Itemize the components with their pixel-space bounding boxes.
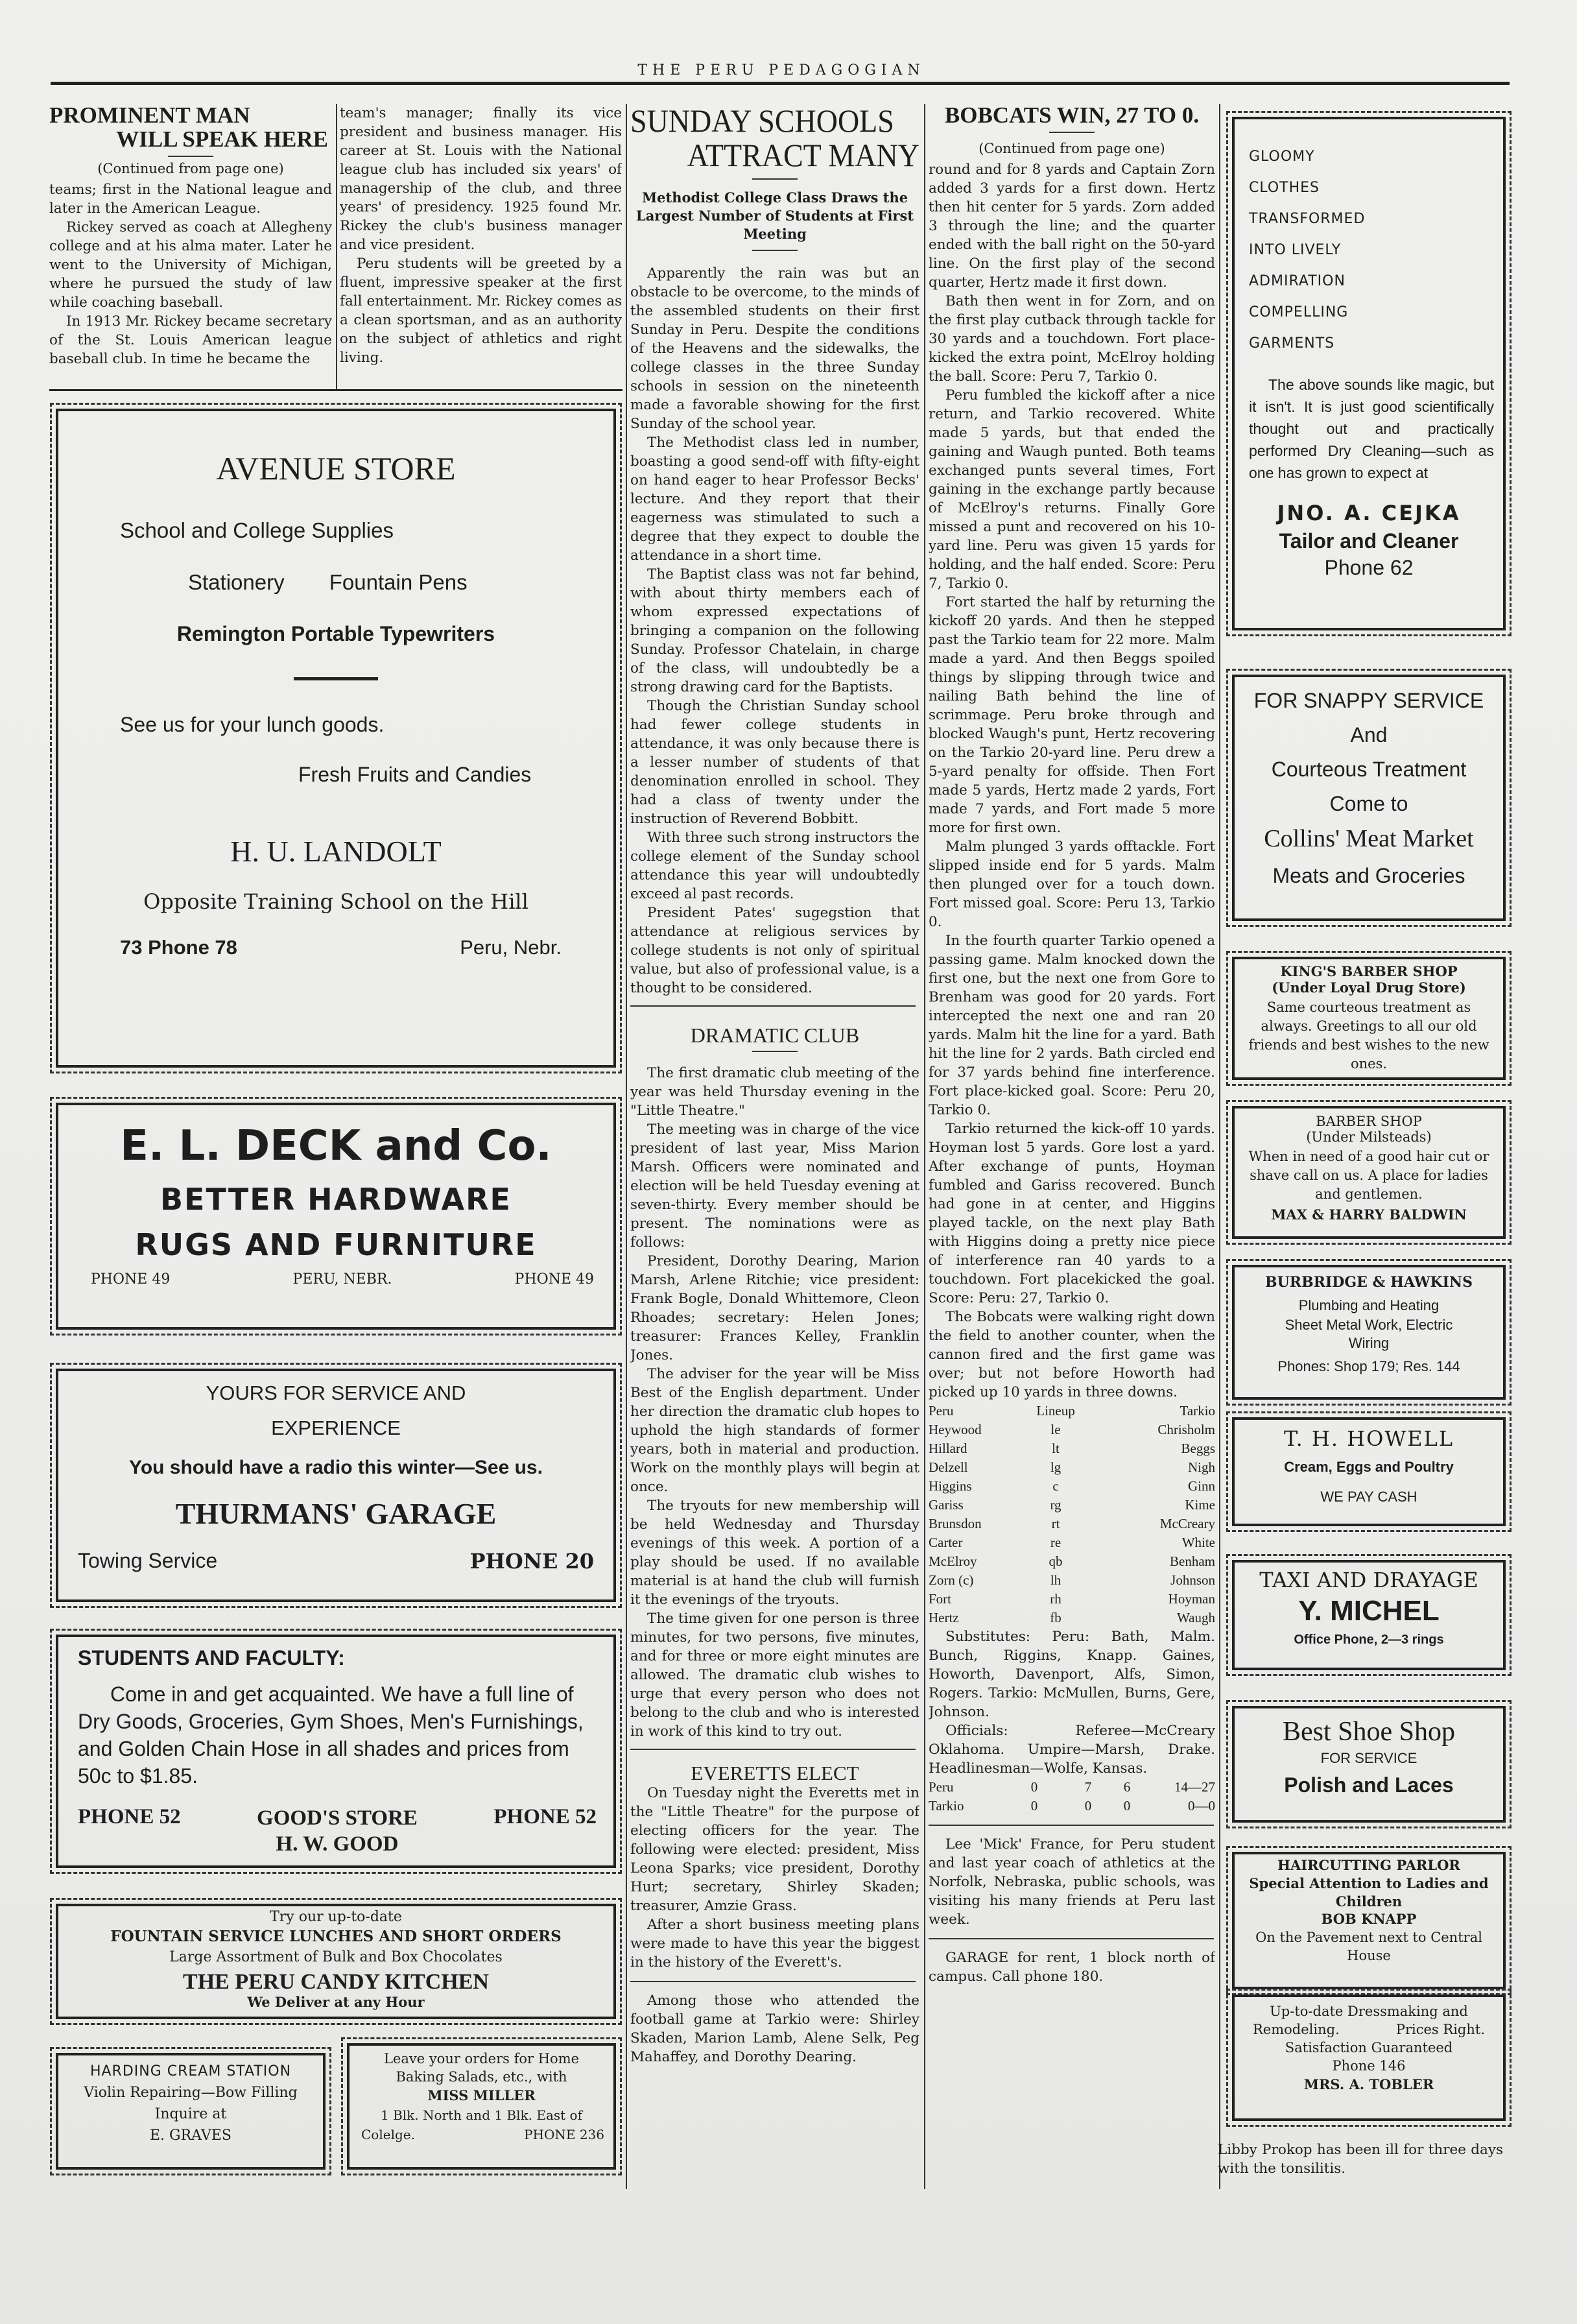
continued-note: (Continued from page one) xyxy=(97,160,284,176)
ad-line: EXPERIENCE xyxy=(271,1417,401,1439)
ad-title: Best Shoe Shop xyxy=(1282,1717,1456,1747)
ad-phone: PHONE 20 xyxy=(469,1549,594,1574)
ad-footer xyxy=(78,1549,594,1574)
lineup-cell: Peru xyxy=(929,1402,954,1419)
ad-line: Wiring xyxy=(1348,1335,1390,1351)
lineup-cell: lg xyxy=(1050,1459,1061,1475)
lineup-cell: McElroy xyxy=(929,1553,977,1569)
lineup-header xyxy=(929,1402,1215,1420)
ad-line: Office Phone, 2—3 rings xyxy=(1294,1633,1444,1647)
ad-heading: STUDENTS AND FACULTY: xyxy=(78,1646,345,1670)
lineup-row xyxy=(929,1496,1215,1515)
headline: EVERETTS ELECT xyxy=(691,1761,859,1784)
ad-title: BARBER SHOP xyxy=(1316,1114,1422,1129)
score-cell: 0 xyxy=(1084,1797,1092,1814)
ad-word: GLOOMY xyxy=(1249,149,1315,165)
ad-body: When in need of a good hair cut or shave call on us. A place for ladies and gentlemen. xyxy=(1248,1149,1489,1202)
ad-name: BOB KNAPP xyxy=(1321,1911,1417,1927)
score-cell: 14—27 xyxy=(1174,1779,1215,1795)
divider xyxy=(929,1938,1214,1939)
ad-line: 1 Blk. North and 1 Blk. East of xyxy=(381,2107,582,2123)
paragraph: The adviser for the year will be Miss Best of the English department. Under her direction the dramatic club hopes to uphold the high standards of former years, both in material and production. Work on the monthly plays will begin at once. xyxy=(630,1365,919,1495)
ad-line: Inquire at xyxy=(154,2106,227,2122)
column-rule xyxy=(1219,104,1220,2189)
lineup-cell: Tarkio xyxy=(1180,1402,1215,1419)
paragraph: Peru fumbled the kickoff after a nice return, and Tarkio recovered. White made 5 yards, but that ended the gaining and Waugh punted. Both teams exchanged punts several times, Fort gaining in the exchange partly because of McElroy's returns. Finally Gore missed a punt and recovered on his 10-yard line. Peru was given 15 yards for holding, and the half ended. Score: Peru 7, Tarkio 0. xyxy=(929,387,1215,592)
ad-michel-taxi xyxy=(1232,1560,1506,1670)
lineup-cell: Brunsdon xyxy=(929,1515,982,1531)
score-cell: Tarkio xyxy=(929,1797,964,1814)
score-table xyxy=(929,1778,1215,1815)
ad-line: FOR SERVICE xyxy=(1320,1750,1417,1767)
ad-body: Same courteous treatment as always. Greetings to all our old friends and best wishes to the new ones. xyxy=(1248,1000,1489,1072)
paragraph: In 1913 Mr. Rickey became secretary of the St. Louis American league baseball club. In time he became the xyxy=(49,313,332,367)
ad-line: See us for your lunch goods. xyxy=(120,712,385,736)
paragraph: Though the Christian Sunday school had fewer college students in attendance, it was only because there is a lesser number of students of that denomination enrolled in school. They had a class of twenty under the instruction of Reverend Bobbitt. xyxy=(630,698,919,827)
lineup-row xyxy=(929,1590,1215,1609)
score-cell: 7 xyxy=(1084,1779,1092,1795)
headline: DRAMATIC CLUB xyxy=(690,1024,860,1047)
paragraph: round and for 8 yards and Captain Zorn added 3 yards for a first down. Hertz then hit center for 5 yards. Zorn added 3 through the line; and the quarter ended with the ball right on the 50-yard line. On the first play of the second quarter, Hertz made it first down. xyxy=(929,161,1215,291)
masthead: THE PERU PEDAGOGIAN xyxy=(637,62,925,78)
ad-title: Collins' Meat Market xyxy=(1264,825,1474,852)
ad-line: Up-to-date Dressmaking and xyxy=(1270,2004,1468,2019)
lineup-row xyxy=(929,1420,1215,1439)
score-cell: 0—0 xyxy=(1188,1797,1215,1814)
lineup-row xyxy=(929,1477,1215,1496)
ad-phone: PHONE 52 xyxy=(78,1805,181,1828)
score-cell: Peru xyxy=(929,1779,954,1795)
ad-town: Peru, Nebr. xyxy=(460,935,562,959)
ad-line: Come to xyxy=(1329,792,1408,815)
ad-footer xyxy=(120,936,562,959)
paragraph: team's manager; finally its vice president and business manager. His career at St. Louis with the National league club has included six years' of managership of the club, and three years' of presidency. 1925 found Mr. Rickey the club's business manager and vice president. xyxy=(340,105,622,253)
lineup-cell: rt xyxy=(1051,1515,1060,1531)
lineup-cell: Nigh xyxy=(1188,1459,1215,1475)
ad-store-block xyxy=(257,1805,418,1857)
lineup-cell: re xyxy=(1050,1534,1061,1550)
ad-line: (Under Milsteads) xyxy=(1306,1129,1432,1145)
ad-phone: PHONE 52 xyxy=(493,1805,597,1828)
ad-body: Come in and get acquainted. We have a full line of Dry Goods, Groceries, Gym Shoes, Men's Furnishings, and Golden Chain Hose in all shades and prices from 50c to $1.85. xyxy=(78,1683,584,1788)
divider xyxy=(294,677,378,680)
paragraph: The meeting was in charge of the vice president of last year, Miss Marion Marsh. Officers were nominated and election will be held Tuesday evening at seven-thirty. Every member should be present. The nominations were as follows: xyxy=(630,1121,919,1251)
ad-title: MISS MILLER xyxy=(427,2087,536,2103)
ad-town: PERU, NEBR. xyxy=(292,1271,392,1288)
ad-best-shoe-shop xyxy=(1232,1706,1506,1823)
ad-location: Opposite Training School on the Hill xyxy=(143,889,528,914)
lineup-cell: Chrisholm xyxy=(1157,1421,1215,1437)
ad-line: Prices Right. xyxy=(1395,2022,1485,2037)
paragraph: Officials: Referee—McCreary Oklahoma. Umpire—Marsh, Drake. Headlinesman—Wolfe, Kansas. xyxy=(929,1722,1215,1777)
paragraph: GARAGE for rent, 1 block north of campus. Call phone 180. xyxy=(929,1949,1215,1985)
lineup-cell: rg xyxy=(1050,1496,1061,1513)
ad-word: TRANSFORMED xyxy=(1249,211,1366,227)
ad-title: JNO. A. CEJKA xyxy=(1277,501,1461,525)
paragraph: Malm plunged 3 yards offtackle. Fort slipped inside end for 5 yards. Malm then plunged over for a touch down. Fort missed goal. Score: Peru 13, Tarkio 0. xyxy=(929,838,1215,930)
lineup-cell: Higgins xyxy=(929,1478,972,1494)
ad-line: Meats and Groceries xyxy=(1272,863,1465,887)
ad-title: HARDING CREAM STATION xyxy=(89,2063,292,2079)
divider xyxy=(630,1005,916,1007)
ad-candy-kitchen xyxy=(56,1904,616,2019)
lineup-cell: McCreary xyxy=(1159,1515,1215,1531)
ad-haircutting-parlor xyxy=(1232,1852,1506,1989)
lineup-rows xyxy=(929,1420,1215,1627)
lineup-cell: c xyxy=(1052,1478,1059,1494)
lineup-cell: Carter xyxy=(929,1534,963,1550)
paragraph: The Baptist class was not far behind, with about thirty members each of whom expressed expectations of bringing a companion on the following Sunday. Professor Chatelain, in charge of the class, will undoubtedly be a strong drawing card for the Baptists. xyxy=(630,566,919,695)
ad-line xyxy=(188,570,613,595)
ad-line: Cream, Eggs and Poultry xyxy=(1284,1459,1454,1475)
lineup-cell: Benham xyxy=(1170,1553,1215,1569)
column-rule xyxy=(336,104,337,389)
headline: SUNDAY SCHOOLS xyxy=(630,104,894,139)
ad-line: Special Attention to Ladies and Children xyxy=(1249,1875,1489,1910)
ad-line: Polish and Laces xyxy=(1284,1773,1454,1797)
ad-tobler-dressmaking xyxy=(1232,1995,1506,2121)
headline: BOBCATS WIN, 27 TO 0. xyxy=(944,104,1200,128)
ad-goods-store xyxy=(56,1635,616,1868)
ad-title: KING'S BARBER SHOP xyxy=(1280,963,1458,979)
divider xyxy=(752,250,798,251)
ad-names: MAX & HARRY BALDWIN xyxy=(1271,1206,1467,1223)
ad-howell xyxy=(1232,1417,1506,1526)
ad-line: Courteous Treatment xyxy=(1271,758,1467,781)
column-rule xyxy=(626,104,627,2189)
paragraph: President, Dorothy Dearing, Marion Marsh, Arlene Ritchie; vice president: Frank Bogle, Donald Whittemore, Cleon Rhoades; secretary: Helen Jones; treasurer: Frances Kelley, Franklin Jones. xyxy=(630,1252,919,1363)
ad-line: Remington Portable Typewriters xyxy=(176,621,495,645)
lineup-cell: Johnson xyxy=(1170,1572,1215,1588)
paragraph: Fort started the half by returning the kickoff 20 yards. And then he stepped past the Tarkio team for 22 more. Malm made a yard. And then Beggs spoiled things by slipping through twice and nailing Bath behind the line of scrimmage. Peru broke through and blocked Waugh's punt, Hertz recovering on the Tarkio 20-yard line. Peru drew a 5-yard penalty for offside. Then Fort made 5 yards, Hertz made 2 yards, Fort made 7 yards, and Fort made 5 more more for first own. xyxy=(929,593,1215,836)
ad-kings-barber xyxy=(1232,957,1506,1080)
paragraph: Bath then went in for Zorn, and on the first play cutback through tackle for 30 yards and a touchdown. Fort place-kicked the extra point, McElroy holding the ball. Score: Peru 7, Tarkio 0. xyxy=(929,293,1215,385)
ad-line: And xyxy=(1350,723,1388,747)
ad-line: Fresh Fruits and Candies xyxy=(298,762,532,786)
paragraph: With three such strong instructors the college element of the Sunday school attendance this year will undoubtedly exceed al past records. xyxy=(630,830,919,902)
score-cell: 6 xyxy=(1123,1779,1131,1795)
ad-line: Plumbing and Heating xyxy=(1298,1297,1440,1313)
ad-line: WE PAY CASH xyxy=(1320,1489,1417,1505)
lineup-cell: le xyxy=(1050,1421,1061,1437)
ad-line: FOUNTAIN SERVICE LUNCHES AND SHORT ORDERS xyxy=(110,1928,562,1945)
ad-line: Baking Salads, etc., with xyxy=(396,2069,567,2085)
ad-store-name: GOOD'S STORE xyxy=(257,1806,418,1830)
ad-line: We Deliver at any Hour xyxy=(247,1993,425,2010)
ad-word-list xyxy=(1249,141,1503,359)
ad-name: MRS. A. TOBLER xyxy=(1303,2076,1434,2092)
ad-line: (Under Loyal Drug Store) xyxy=(1272,979,1466,996)
ad-word: INTO LIVELY xyxy=(1249,242,1342,258)
lineup-cell: Hoyman xyxy=(1168,1590,1215,1607)
ad-footer xyxy=(91,1271,594,1288)
lineup-cell: Heywood xyxy=(929,1421,982,1437)
lineup-row xyxy=(929,1533,1215,1552)
ad-body: The above sounds like magic, but it isn't. It is just good scientifically thought out and practically performed Dry Cleaning—such as one has grown to expect at xyxy=(1249,376,1494,481)
ad-line: You should have a radio this winter—See us. xyxy=(129,1457,543,1478)
ad-line: E. GRAVES xyxy=(150,2127,231,2144)
paragraph: In the fourth quarter Tarkio opened a passing game. Malm knocked down the first one, but the next one from Gore to Brenham was good for 20 yards. Fort intercepted the next one and ran 20 yards. Malm hit the line for a yard. Bath hit the line for 2 yards. Bath circled end for 37 yards behind fine interference. Fort place-kicked goal. Score: Peru 20, Tarkio 0. xyxy=(929,932,1215,1118)
ad-line: Violin Repairing—Bow Filling xyxy=(84,2085,298,2101)
lineup-row xyxy=(929,1458,1215,1477)
ad-line: Sheet Metal Work, Electric xyxy=(1285,1317,1453,1333)
ad-line: On the Pavement next to Central House xyxy=(1255,1930,1482,1963)
column-rule xyxy=(924,104,925,2189)
divider xyxy=(752,1051,798,1052)
lineup-cell: Beggs xyxy=(1181,1440,1215,1456)
article-prominent-man xyxy=(49,104,332,383)
paragraph: Rickey served as coach at Allegheny college and at his alma mater. Later he went to the University of Michigan, where he pursued the study of law while coaching baseball. xyxy=(49,219,332,311)
score-row xyxy=(929,1797,1215,1815)
ad-line: Colelge. xyxy=(361,2127,415,2142)
column-4 xyxy=(929,104,1215,2179)
ad-line: YOURS FOR SERVICE AND xyxy=(206,1382,466,1404)
lineup-cell: fb xyxy=(1050,1609,1061,1625)
lineup-cell: Hertz xyxy=(929,1609,959,1625)
lineup-cell: White xyxy=(1181,1534,1215,1550)
ad-title: THE PERU CANDY KITCHEN xyxy=(183,1970,489,1994)
ad-footer xyxy=(361,2127,604,2142)
score-cell: 0 xyxy=(1030,1797,1038,1814)
paragraph: The tryouts for new membership will be held Wednesday and Thursday evenings of this week. A portion of a play should be used. If no available material is at hand the club will furnish it the evenings of the tryouts. xyxy=(630,1497,919,1608)
ad-phone: PHONE 49 xyxy=(514,1271,594,1288)
divider xyxy=(49,389,622,391)
ad-word: ADMIRATION xyxy=(1249,273,1346,289)
paragraph: The first dramatic club meeting of the year was held Thursday evening in the "Little Theatre." xyxy=(630,1064,919,1119)
paragraph: On Tuesday night the Everetts met in the "Little Theatre" for the purpose of electing officers for the year. The following were elected: president, Miss Leona Sparks; vice president, Dorothy Hurt; secretary, Shirley Skaden; treasurer, Amzie Grass. xyxy=(630,1785,919,1915)
paragraph: teams; first in the National league and later in the American League. xyxy=(49,181,332,217)
lineup-cell: Lineup xyxy=(1036,1402,1075,1419)
ad-cejka-cleaner xyxy=(1232,117,1506,630)
subheadline: Methodist College Class Draws the Largest Number of Students at First Meeting xyxy=(635,189,914,242)
ad-owner: H. W. GOOD xyxy=(276,1832,399,1856)
lineup-cell: Kime xyxy=(1185,1496,1215,1513)
ad-owner: H. U. LANDOLT xyxy=(230,834,442,868)
paragraph: President Pates' sugegstion that attendance at religious services by college students is not only of spiritual value, but also of professional value, is a thought to be considered. xyxy=(630,905,919,996)
ad-phone: Phone 146 xyxy=(1332,2058,1406,2074)
masthead-rule xyxy=(51,82,1510,85)
lineup-cell: lt xyxy=(1052,1440,1060,1456)
headline: WILL SPEAK HERE xyxy=(116,126,328,152)
ad-line: Stationery xyxy=(188,569,285,594)
lineup-row xyxy=(929,1571,1215,1590)
lineup-cell: qb xyxy=(1049,1553,1063,1569)
score-row xyxy=(929,1778,1215,1797)
paragraph: Among those who attended the football game at Tarkio were: Shirley Skaden, Marion Lamb, Alene Selk, Peg Mahaffey, and Dorothy Dearing. xyxy=(630,1993,919,2066)
ad-line: Remodeling. xyxy=(1253,2022,1340,2037)
divider xyxy=(630,1749,916,1750)
ad-burbridge-hawkins xyxy=(1232,1265,1506,1400)
lineup-table xyxy=(929,1402,1215,1627)
prokop-note xyxy=(1218,2140,1503,2186)
paragraph: Libby Prokop has been ill for three days with the tonsilitis. xyxy=(1218,2142,1503,2177)
paragraph: Tarkio returned the kick-off 10 yards. Hoyman lost 5 yards. Gore lost a yard. After exchange of punts, Hoyman fumbled and Gariss recovered. Bunch had gone in at center, and Higgins played tackle, on the next play Bath with Higgins doing a pretty nice piece of interference ran 40 yards to a touchdown. Fort placekicked the goal. Score: Peru: 27, Tarkio 0. xyxy=(929,1120,1215,1306)
ad-title: AVENUE STORE xyxy=(216,450,456,486)
divider xyxy=(168,156,213,157)
ad-collins-meat xyxy=(1232,675,1506,921)
lineup-cell: Waugh xyxy=(1177,1609,1215,1625)
ad-phone: PHONE 236 xyxy=(524,2127,604,2142)
ad-title: BURBRIDGE & HAWKINS xyxy=(1265,1274,1473,1291)
headline: PROMINENT MAN xyxy=(49,104,250,128)
ad-phone: 73 Phone 78 xyxy=(120,935,237,959)
score-cell: 0 xyxy=(1123,1797,1131,1814)
divider xyxy=(1049,132,1095,133)
ad-title: T. H. HOWELL xyxy=(1283,1426,1454,1451)
ad-title: THURMANS' GARAGE xyxy=(175,1497,497,1530)
headline: ATTRACT MANY xyxy=(687,136,919,173)
paragraph: The Methodist class led in number, boasting a good send-off with fifty-eight on hand eager to hear Professor Becks' lecture. And they report that their eagerness was stimulated to such a degree that they expect to double the attendance in a short time. xyxy=(630,435,919,564)
ad-deck-hardware xyxy=(56,1103,616,1330)
ad-avenue-store xyxy=(56,409,616,1068)
lineup-cell: Ginn xyxy=(1188,1478,1215,1494)
ad-thurmans-garage xyxy=(56,1369,616,1602)
divider xyxy=(752,178,798,180)
ad-title: Y. MICHEL xyxy=(1298,1595,1440,1627)
continued-note: (Continued from page one) xyxy=(978,140,1165,156)
ad-phone: Phone 62 xyxy=(1324,556,1414,579)
paragraph: Lee 'Mick' France, for Peru student and last year coach of athletics at the Norfolk, Nebraska, public schools, was visiting his many friends at Peru last week. xyxy=(929,1836,1215,1928)
score-cell: 0 xyxy=(1030,1779,1038,1795)
paragraph: Peru students will be greeted by a fluent, impressive speaker at the first fall entertainment. Mr. Rickey comes as a clean sportsman, and as an authority on the subject of athletics and right living. xyxy=(340,256,622,366)
paragraph: The time given for one person is three minutes, for two persons, five minutes, and for three or more eight minutes are allowed. The dramatic club wishes to urge that every person who does not belong to the club and who is interested in work of this kind to try out. xyxy=(630,1610,919,1740)
paragraph: Apparently the rain was but an obstacle to be overcome, to the minds of the assembled students on their first Sunday in Peru. Despite the conditions of the Heavens and the sidewalks, the college classes in the three Sunday schools in session on the nineteenth made a favorable showing for the first Sunday of the school year. xyxy=(630,265,919,432)
ad-title: HAIRCUTTING PARLOR xyxy=(1277,1857,1460,1873)
ad-line: Leave your orders for Home xyxy=(383,2051,580,2066)
ad-line: FOR SNAPPY SERVICE xyxy=(1253,689,1484,712)
ad-line: Towing Service xyxy=(78,1549,218,1573)
lineup-cell: rh xyxy=(1050,1590,1061,1607)
column-3 xyxy=(630,104,919,2179)
paragraph: The Bobcats were walking right down the field to another counter, when the cannon fired and the first game was over; but not before Howorth had picked up 10 yards in three downs. xyxy=(929,1308,1215,1400)
ad-line: Fountain Pens xyxy=(329,569,468,594)
ad-line: BETTER HARDWARE xyxy=(160,1182,512,1217)
ad-word: CLOTHES xyxy=(1249,180,1320,196)
lineup-cell: Gariss xyxy=(929,1496,964,1513)
ad-baldwin-barber xyxy=(1232,1106,1506,1239)
ad-line: School and College Supplies xyxy=(120,518,394,542)
divider xyxy=(630,1981,916,1982)
lineup-cell: Delzell xyxy=(929,1459,968,1475)
article-continuation xyxy=(340,104,622,383)
ad-line: Try our up-to-date xyxy=(270,1909,402,1925)
ad-line: Satisfaction Guaranteed xyxy=(1285,2040,1453,2055)
lineup-row xyxy=(929,1609,1215,1627)
ad-line: Large Assortment of Bulk and Box Chocolates xyxy=(169,1949,503,1965)
ad-title: E. L. DECK and Co. xyxy=(120,1122,552,1170)
ad-line: Phones: Shop 179; Res. 144 xyxy=(1277,1358,1460,1374)
ad-line xyxy=(1253,2022,1485,2037)
lineup-cell: lh xyxy=(1050,1572,1061,1588)
lineup-cell: Fort xyxy=(929,1590,952,1607)
ad-line: TAXI AND DRAYAGE xyxy=(1259,1568,1478,1592)
lineup-row xyxy=(929,1515,1215,1533)
ad-miss-miller xyxy=(347,2043,616,2170)
lineup-row xyxy=(929,1552,1215,1571)
paragraph: After a short business meeting plans were made to have this year the biggest in the history of the Everett's. xyxy=(630,1917,919,1971)
divider xyxy=(929,1825,1214,1826)
paragraph: Substitutes: Peru: Bath, Malm. Bunch, Riggins, Knapp. Gaines, Howorth, Davenport, Alfs, Simon, Rogers. Tarkio: McMullen, Burns, Gere, Johnson. xyxy=(929,1628,1215,1720)
lineup-cell: Zorn (c) xyxy=(929,1572,974,1588)
ad-footer xyxy=(78,1805,597,1857)
lineup-cell: Hillard xyxy=(929,1440,967,1456)
ad-harding-cream xyxy=(56,2053,326,2170)
lineup-row xyxy=(929,1439,1215,1458)
ad-word: GARMENTS xyxy=(1249,335,1335,352)
ad-line: Tailor and Cleaner xyxy=(1279,529,1459,553)
ad-line: RUGS AND FURNITURE xyxy=(135,1227,537,1262)
ad-word: COMPELLING xyxy=(1249,304,1349,320)
ad-phone: PHONE 49 xyxy=(91,1271,171,1288)
